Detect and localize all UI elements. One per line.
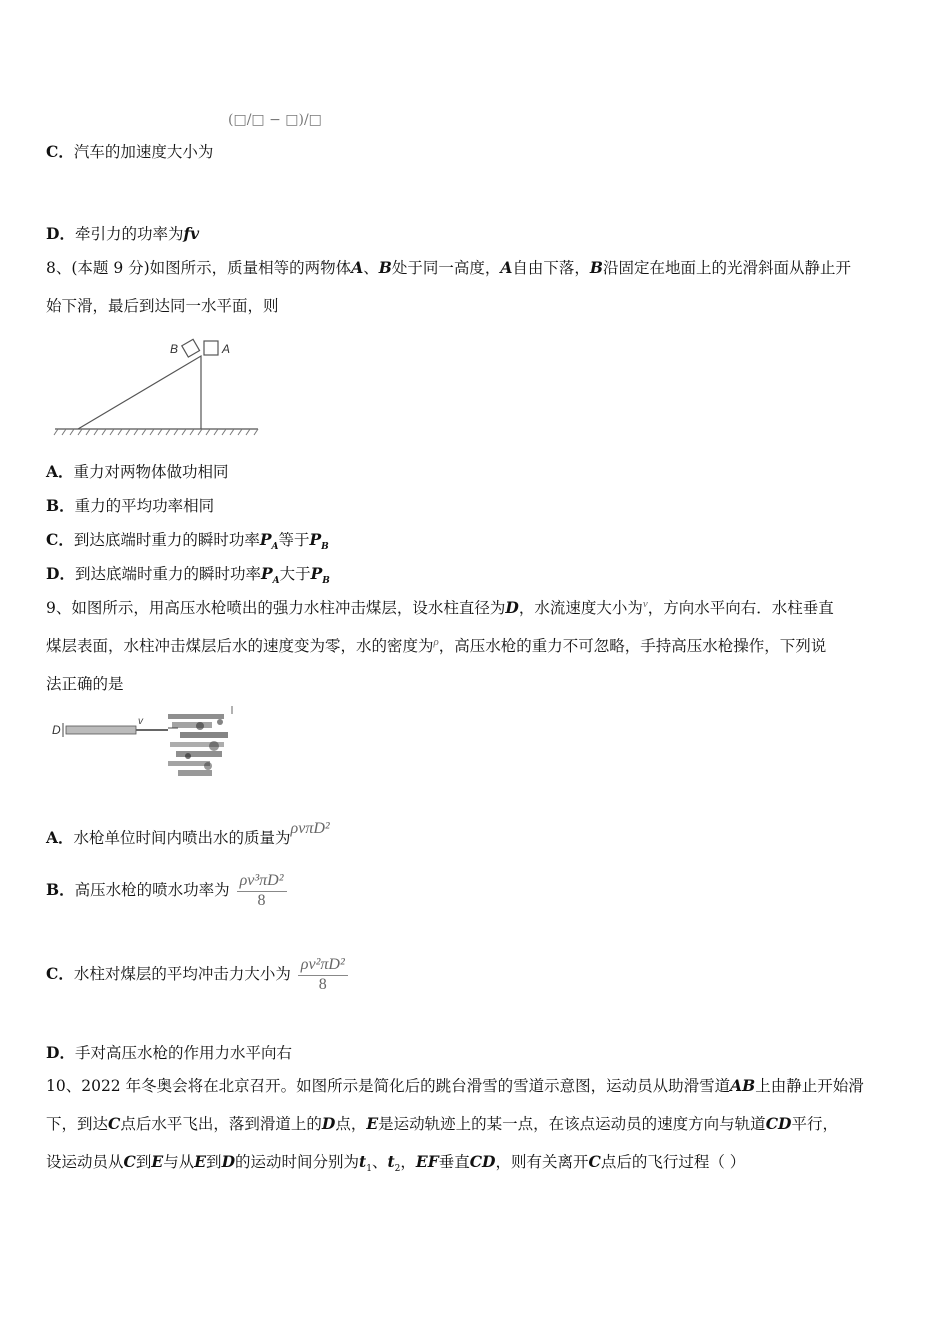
q10-stem-line3: 设运动员从C到E与从E到D的运动时间分别为$t_1$、$t_2$，EF垂直CD，则有关离开C点后的飞行过程（ ） (46, 1152, 746, 1175)
q9-water-jet-figure (50, 704, 240, 786)
option-label: C． (46, 142, 74, 161)
q9-stem-line3: 法正确的是 (46, 675, 124, 693)
option-text: 牵引力的功率为 (74, 225, 184, 243)
q7-option-d (46, 222, 199, 244)
q9-stem-line2: 煤层表面，水柱冲击煤层后水的速度变为零，水的密度为$^\rho$，高压水枪的重力不可忽略，手持高压水枪操作，下列说 (46, 635, 827, 655)
label-D: D (52, 723, 61, 737)
q8-option-a: A．重力对两物体做功相同 (46, 462, 229, 481)
q9-optA-formula: ρvπD² (290, 820, 330, 837)
label-v: v (138, 716, 143, 727)
q9-option-b: B．高压水枪的喷水功率为 $\frac{\text{ρv³πD²}}{8}$ (46, 872, 287, 910)
block-B (182, 339, 200, 357)
q8-stem-line2: 始下滑，最后到达同一水平面，则 (46, 297, 279, 315)
block-A (204, 341, 218, 355)
q8-option-b: B．重力的平均功率相同 (46, 496, 215, 515)
q7-formula (228, 112, 322, 128)
q10-stem-line1: 10、2022 年冬奥会将在北京召开。如图所示是简化后的跳台滑雪的雪道示意图，运动员从助滑雪道AB上由静止开始滑 (46, 1076, 864, 1095)
q7-option-c (46, 140, 213, 162)
q9-optC-fraction: $\frac{\text{ρv²πD²}}{8}$ (298, 956, 348, 994)
label-A: A (222, 342, 231, 356)
incline (78, 356, 201, 429)
q8-option-d: D．到达底端时重力的瞬时功率$P_A$大于$P_B$ (46, 564, 330, 587)
q7-optC-formula: (□/□ − □)/□ (228, 112, 322, 128)
q8-option-c: C．到达底端时重力的瞬时功率$P_A$等于$P_B$ (46, 530, 329, 553)
q9-option-c: C．水柱对煤层的平均冲击力大小为 $\frac{\text{ρv²πD²}}{8}$ (46, 956, 348, 994)
option-text: 汽车的加速度大小为 (73, 143, 214, 161)
q8-incline-figure (50, 336, 265, 440)
option-label: D． (46, 224, 75, 243)
ground-hatch (54, 429, 258, 435)
label-B: B (170, 342, 179, 356)
q9-option-d: D．手对高压水枪的作用力水平向右 (46, 1043, 292, 1062)
coal-seam (168, 714, 228, 776)
q9-option-a: A．水枪单位时间内喷出水的质量为ρvπD² (46, 820, 330, 847)
q9-stem-line1: 9、如图所示，用高压水枪喷出的强力水柱冲击煤层，设水柱直径为D，水流速度大小为$^v$，方向水平向右．水柱垂直 (46, 597, 834, 617)
q8-stem-line1: 8、(本题 9 分)如图所示，质量相等的两物体A、B处于同一高度，A自由下落，B沿固定在地面上的光滑斜面从静止开 (46, 258, 852, 277)
q10-stem-line2: 下，到达C点后水平飞出，落到滑道上的D点，E是运动轨迹上的某一点，在该点运动员的速度方向与轨道CD平行， (46, 1114, 838, 1133)
water-jet (66, 726, 136, 734)
q9-optB-fraction: $\frac{\text{ρv³πD²}}{8}$ (237, 872, 287, 910)
symbol-fv: fv (183, 224, 200, 243)
